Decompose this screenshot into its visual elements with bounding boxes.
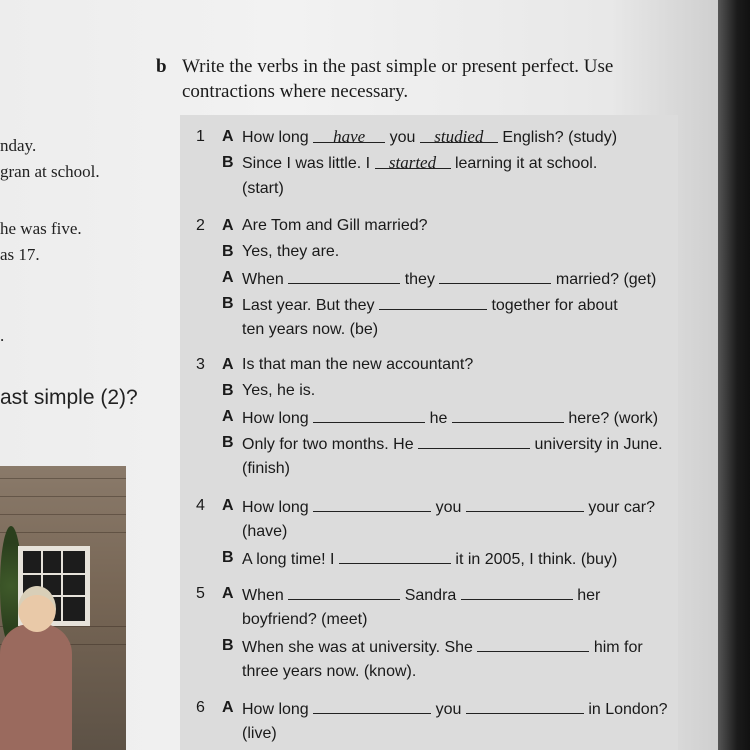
answer-blank[interactable] — [313, 493, 431, 512]
answer-blank[interactable] — [313, 695, 431, 714]
dialogue-line: Only for two months. He university in June. — [242, 430, 663, 458]
dialogue-line: (live) — [242, 725, 277, 742]
dialogue-line: (finish) — [242, 460, 291, 477]
speaker-label: B — [222, 434, 234, 451]
exercise-instruction: b Write the verbs in the past simple or present perfect. Use contractions where necessary. — [156, 56, 614, 102]
left-text-fragment: as 17. — [0, 245, 40, 264]
speaker-label: A — [222, 356, 234, 373]
speaker-label: B — [222, 154, 234, 171]
dialogue-line: How long you in London? — [242, 695, 668, 723]
speaker-label: B — [222, 637, 234, 654]
answer-blank[interactable] — [313, 404, 425, 423]
speaker-label: B — [222, 295, 234, 312]
dialogue-line: (start) — [242, 180, 284, 197]
speaker-label: B — [222, 549, 234, 566]
speaker-label: A — [222, 128, 234, 145]
speaker-label: A — [222, 217, 234, 234]
woman-photo — [0, 466, 126, 750]
dialogue-line: Is that man the new accountant? — [242, 356, 474, 373]
dialogue-line: A long time! I it in 2005, I think. (buy) — [242, 545, 617, 573]
item-number: 4 — [196, 497, 205, 514]
dialogue-line: (have) — [242, 523, 288, 540]
dialogue-line: boyfriend? (meet) — [242, 611, 368, 628]
answer-blank[interactable] — [461, 581, 573, 600]
speaker-label: A — [222, 269, 234, 286]
dialogue-line: When they married? (get) — [242, 265, 656, 293]
left-text-fragment: . — [0, 326, 5, 345]
item-number: 5 — [196, 585, 205, 602]
answer-blank[interactable] — [379, 291, 487, 310]
dialogue-line: Yes, they are. — [242, 243, 340, 260]
item-number: 6 — [196, 699, 205, 716]
left-text-fragment: gran at school. — [0, 162, 100, 181]
speaker-label: A — [222, 585, 234, 602]
dialogue-line: How long have you studied English? (study) — [242, 124, 617, 151]
exercise-label: b — [156, 56, 167, 77]
dialogue-line: three years now. (know). — [242, 663, 417, 680]
dialogue-line: How long you your car? — [242, 493, 655, 521]
book-spine-shadow — [718, 0, 750, 750]
speaker-label: A — [222, 699, 234, 716]
dialogue-line: Last year. But they together for about — [242, 291, 618, 319]
dialogue-line: Are Tom and Gill married? — [242, 217, 428, 234]
item-number: 3 — [196, 356, 205, 373]
answer-blank[interactable] — [439, 265, 551, 284]
answer-blank[interactable]: studied — [420, 124, 498, 143]
answer-blank[interactable] — [339, 545, 451, 564]
left-text-fragment: he was five. — [0, 219, 82, 238]
speaker-label: B — [222, 382, 234, 399]
answer-blank[interactable] — [452, 404, 564, 423]
answer-blank[interactable]: have — [313, 124, 385, 143]
answer-blank[interactable]: started — [375, 150, 451, 169]
speaker-label: A — [222, 408, 234, 425]
answer-blank[interactable] — [466, 695, 584, 714]
left-text-fragment: nday. — [0, 136, 37, 155]
answer-blank[interactable] — [466, 493, 584, 512]
speaker-label: A — [222, 497, 234, 514]
dialogue-line: Yes, he is. — [242, 382, 316, 399]
answer-blank[interactable] — [418, 430, 530, 449]
answer-blank[interactable] — [477, 633, 589, 652]
dialogue-line: How long he here? (work) — [242, 404, 658, 432]
item-number: 2 — [196, 217, 205, 234]
dialogue-line: ten years now. (be) — [242, 321, 379, 338]
item-number: 1 — [196, 128, 205, 145]
answer-blank[interactable] — [288, 581, 400, 600]
answer-blank[interactable] — [288, 265, 400, 284]
section-heading-fragment: ast simple (2)? — [0, 386, 138, 409]
dialogue-line: When she was at university. She him for — [242, 633, 643, 661]
speaker-label: B — [222, 243, 234, 260]
dialogue-line: When Sandra her — [242, 581, 600, 609]
dialogue-line: Since I was little. I started learning it at school. — [242, 150, 597, 177]
